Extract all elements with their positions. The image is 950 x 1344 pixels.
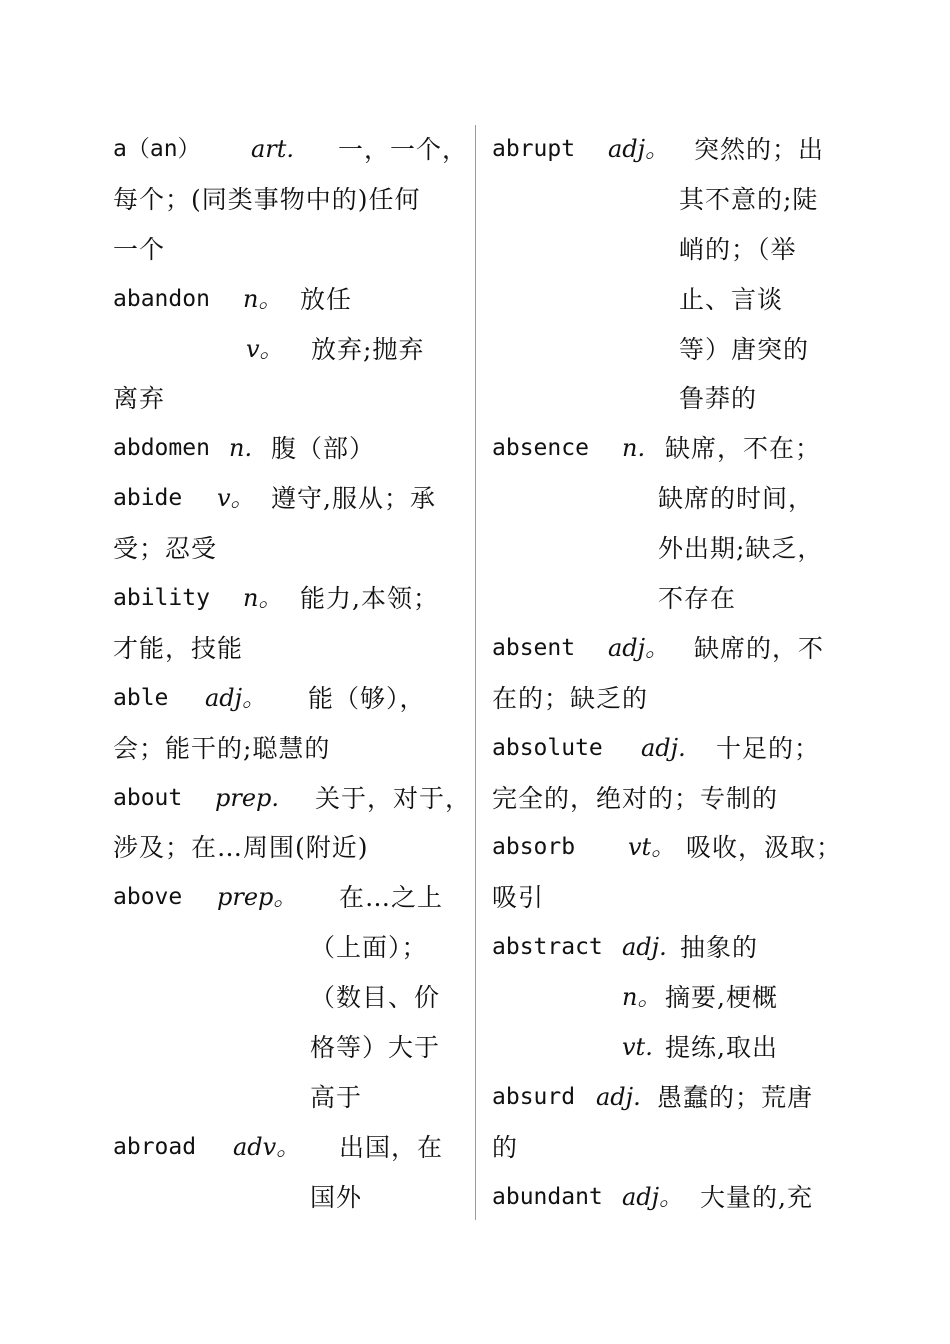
definition-text: 离弃 [113, 384, 166, 414]
definition-text: 关于，对于， [315, 783, 472, 813]
headword: abandon [113, 285, 210, 312]
definition-text: 十足的； [716, 733, 821, 763]
entry-line [492, 275, 850, 325]
headword: about [113, 784, 183, 811]
definition-text: 不存在 [658, 584, 737, 614]
entry-line [113, 724, 470, 774]
entry-line [113, 674, 470, 724]
headword: abrupt [492, 136, 576, 162]
part-of-speech: adj。 [608, 633, 670, 662]
definition-text: 腹（部） [271, 434, 376, 464]
entry-line [492, 923, 850, 973]
definition-text: （数目、价 [310, 983, 441, 1013]
definition-text: 放任 [300, 284, 353, 314]
definition-text: 其不意的;陡 [679, 184, 819, 214]
definition-text: 吸收，汲取； [686, 833, 843, 863]
entry-line [492, 175, 850, 225]
entry-line [113, 823, 470, 873]
headword: abroad [113, 1133, 197, 1160]
headword: abstract [492, 934, 603, 961]
definition-text: 的 [492, 1132, 519, 1162]
headword: abdomen [113, 435, 210, 462]
headword: abundant [492, 1183, 603, 1210]
part-of-speech: adj. [596, 1082, 641, 1111]
part-of-speech: prep. [215, 783, 280, 812]
definition-text: 抽象的 [680, 933, 759, 963]
definition-text: 能力,本领； [300, 584, 439, 614]
definition-text: 缺席，不在； [665, 434, 822, 464]
part-of-speech: art. [251, 135, 295, 163]
definition-text: 鲁莽的 [679, 384, 758, 414]
part-of-speech: n。 [243, 584, 283, 613]
part-of-speech: vt. [622, 1033, 653, 1062]
entry-line [492, 574, 850, 624]
part-of-speech: n。 [243, 284, 283, 313]
entry-line [113, 275, 470, 325]
headword: able [113, 684, 169, 711]
entry-line [492, 1123, 850, 1173]
entry-line [492, 724, 850, 774]
definition-text: 大量的,充 [700, 1182, 813, 1212]
entry-line [113, 175, 470, 225]
definition-text: 出国，在 [339, 1132, 444, 1162]
entry-line [492, 225, 850, 275]
entry-line [113, 524, 470, 574]
left-column [113, 125, 470, 1223]
part-of-speech: n. [229, 434, 253, 463]
entry-line [113, 1023, 470, 1073]
entry-line [113, 774, 470, 824]
entry-line [492, 374, 850, 424]
headword: absurd [492, 1083, 576, 1110]
entry-line [113, 125, 470, 175]
definition-text: 国外 [310, 1182, 363, 1212]
definition-text: 遵守,服从；承 [271, 484, 436, 514]
entry-line [492, 674, 850, 724]
entry-line [113, 225, 470, 275]
entry-line [113, 923, 470, 973]
part-of-speech: adj。 [608, 135, 670, 163]
part-of-speech: n. [622, 434, 646, 463]
entry-line [492, 1023, 850, 1073]
part-of-speech: adj。 [622, 1182, 684, 1211]
entry-line [492, 325, 850, 375]
definition-text: 高于 [310, 1082, 363, 1112]
headword: abide [113, 485, 183, 512]
definition-text: 能（够）， [308, 683, 426, 713]
definition-text: 缺席的，不 [694, 633, 825, 663]
definition-text: 一个 [113, 234, 166, 264]
entry-line [492, 873, 850, 923]
headword: absolute [492, 734, 603, 761]
entry-line [113, 325, 470, 375]
definition-text: 外出期;缺乏， [658, 534, 824, 564]
headword: absence [492, 435, 589, 462]
entry-line [113, 374, 470, 424]
definition-text: 突然的；出 [694, 135, 825, 164]
definition-text: 摘要,梗概 [665, 983, 778, 1013]
entry-line [113, 624, 470, 674]
part-of-speech: n。 [622, 983, 662, 1012]
definition-text: 格等）大于 [310, 1033, 441, 1063]
entry-line [492, 774, 850, 824]
headword: absorb [492, 834, 576, 861]
entry-line [492, 1173, 850, 1223]
definition-text: 止、言谈 [679, 284, 784, 314]
entry-line [492, 524, 850, 574]
definition-text: 峭的；（举 [679, 234, 797, 264]
part-of-speech: prep。 [217, 883, 298, 912]
definition-text: 受；忍受 [113, 534, 218, 564]
entry-line [492, 474, 850, 524]
headword: above [113, 884, 183, 911]
definition-text: 放弃;抛弃 [311, 334, 425, 364]
entry-line [113, 973, 470, 1023]
headword: a（an） [113, 136, 201, 162]
entry-line [113, 574, 470, 624]
headword: ability [113, 585, 210, 612]
part-of-speech: adj. [641, 733, 686, 762]
definition-text: 一，一个， [338, 135, 469, 164]
column-divider [475, 125, 476, 1220]
definition-text: 每个；(同类事物中的)任何 [113, 184, 421, 214]
part-of-speech: v。 [246, 334, 284, 363]
definition-text: 吸引 [492, 883, 545, 913]
entry-line [492, 424, 850, 474]
headword: absent [492, 634, 576, 661]
entry-line [113, 1073, 470, 1123]
entry-line [492, 624, 850, 674]
definition-text: 才能，技能 [113, 633, 244, 663]
definition-text: 缺席的时间， [658, 484, 815, 514]
definition-text: 等）唐突的 [679, 334, 810, 364]
entry-line [113, 1123, 470, 1173]
part-of-speech: adv。 [233, 1132, 301, 1161]
entry-line [113, 1173, 470, 1223]
right-column [492, 125, 850, 1223]
definition-text: 愚蠢的；荒唐 [657, 1082, 814, 1112]
definition-text: 完全的，绝对的；专制的 [492, 783, 779, 813]
part-of-speech: vt。 [628, 833, 676, 862]
entry-line [492, 973, 850, 1023]
part-of-speech: adj. [622, 933, 667, 962]
definition-text: 在的；缺乏的 [492, 683, 649, 713]
entry-line [113, 873, 470, 923]
entry-line [492, 823, 850, 873]
part-of-speech: adj。 [205, 683, 267, 712]
definition-text: （上面）； [310, 933, 428, 963]
entry-line [492, 1073, 850, 1123]
entry-line [492, 125, 850, 175]
definition-text: 涉及；在…周围(附近) [113, 833, 369, 863]
entry-line [113, 474, 470, 524]
entry-line [113, 424, 470, 474]
part-of-speech: v。 [217, 484, 255, 513]
definition-text: 在…之上 [339, 883, 444, 913]
definition-text: 会；能干的;聪慧的 [113, 733, 331, 763]
definition-text: 提练,取出 [665, 1033, 778, 1063]
